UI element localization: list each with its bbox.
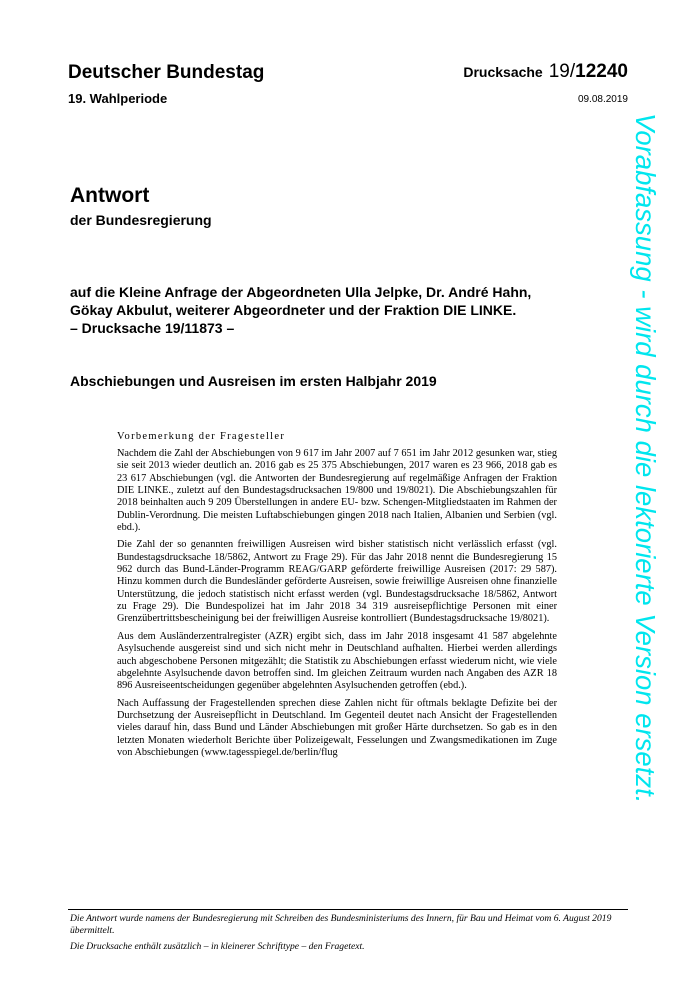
answer-title: Antwort [70,184,150,207]
query-line: auf die Kleine Anfrage der Abgeordneten Ulla Jelpke, Dr. André Hahn, [70,284,532,300]
paragraph: Nachdem die Zahl der Abschiebungen von 9 617 im Jahr 2007 auf 7 651 im Jahr 2012 gesunken war, stieg sie seit 2013 wieder deutlich an. 2016 gab es 25 375 Abschiebungen, 2017 waren es 23 966, 2018 gab es 23 617 Abschiebungen (vgl. die Antworten der Bundesregierung auf regelmäßige Anfragen der Fraktion DIE LINKE., zuletzt auf den Bundestagsdrucksachen 19/800 und 19/8021). Die Abschiebungszahlen für 2018 beinhalten auch 9 209 Überstellungen in andere EU- bzw. Schengen-Mitgliedstaaten im Rahmen der Dublin-Verordnung. Die meisten Luftabschiebungen gingen 2018 nach Italien, Albanien und Serbien (vgl. ebd.). [117,448,557,534]
footer-note-print: Die Drucksache enthält zusätzlich – in kleinerer Schrifttype – den Fragetext. [70,941,365,952]
document-date: 09.08.2019 [577,94,628,105]
legislative-period: 19. Wahlperiode [68,91,168,106]
preliminary-remark-body [117,448,557,764]
query-reference [70,283,555,337]
document-prefix: 19/ [548,61,576,82]
draft-watermark: Vorabfassung - wird durch die lektorierte Version ersetzt. [630,113,661,804]
paragraph: Aus dem Ausländerzentralregister (AZR) ergibt sich, dass im Jahr 2018 insgesamt 41 587 abgelehnte Asylsuchende ausgereist sind und sich nicht mehr in Deutschland aufhalten. Hierbei werden allerdings auch abgeschobene Personen mitgezählt; die Statistik zu Abschiebungen erfasst wiederum nicht, wie viele abgelehnte Asylsuchende davon betroffen sind. Im gleichen Zeitraum wurden nach Angaben des AZR 18 896 Ausreiseentscheidungen gegenüber abgelehnten Asylsuchenden getroffen (ebd.). [117,630,557,692]
footer-note-transmission: Die Antwort wurde namens der Bundesregierung mit Schreiben des Bundesministeriums des Innern, für Bau und Heimat vom 6. August 2019 übermittelt. [70,913,612,936]
footer-notes [70,913,630,957]
paragraph: Nach Auffassung der Fragestellenden sprechen diese Zahlen nicht für oftmals beklagte Defizite bei der Durchsetzung der Ausreisepflicht in Deutschland. Im Gegenteil deutet nach Ansicht der Fragestellenden vieles darauf hin, dass Bund und Länder Abschiebungen mit großer Härte durchsetzen. So gab es in den letzten Monaten wiederholt Berichte über Polizeigewalt, Fesselungen und Zwangsmedikationen im Zuge von Abschiebungen (www.tagesspiegel.de/berlin/flug [117,697,557,758]
document-label: Drucksache [463,64,543,80]
answer-subtitle: der Bundesregierung [70,212,212,228]
document-number [463,61,628,83]
subject-heading: Abschiebungen und Ausreisen im ersten Halbjahr 2019 [70,373,437,389]
parliament-name: Deutscher Bundestag [68,62,265,83]
footer-divider [68,909,628,910]
query-line: Gökay Akbulut, weiterer Abgeordneter und der Fraktion DIE LINKE. [70,302,517,318]
document-number-value: 12240 [575,61,628,82]
preliminary-remark-heading: Vorbemerkung der Fragesteller [117,431,286,442]
paragraph: Die Zahl der so genannten freiwilligen Ausreisen wird bisher statistisch nicht verlässlich erfasst (vgl. Bundestagsdrucksache 18/5862, Antwort zu Frage 29). Für das Jahr 2018 nennt die Bundesregierung 15 962 durch das Bund-Länder-Programm REAG/GARP geförderte freiwillige Ausreisen (2017: 29 587). Hinzu kommen durch die Bundesländer geförderte Ausreisen, sowie freiwillige Ausreisen ohne finanzielle Unterstützung, die jedoch statistisch nicht erfasst werden (vgl. Bundestagsdrucksache 18/5862, Antwort zu Frage 29). Die Bundespolizei hat im Jahr 2018 34 319 ausreisepflichtige Personen mit einer Grenzübertrittsbescheinigung bei der freiwilligen Ausreise kontrolliert (Bundestagsdrucksache 19/8021). [117,539,557,625]
query-line: – Drucksache 19/11873 – [70,320,235,336]
